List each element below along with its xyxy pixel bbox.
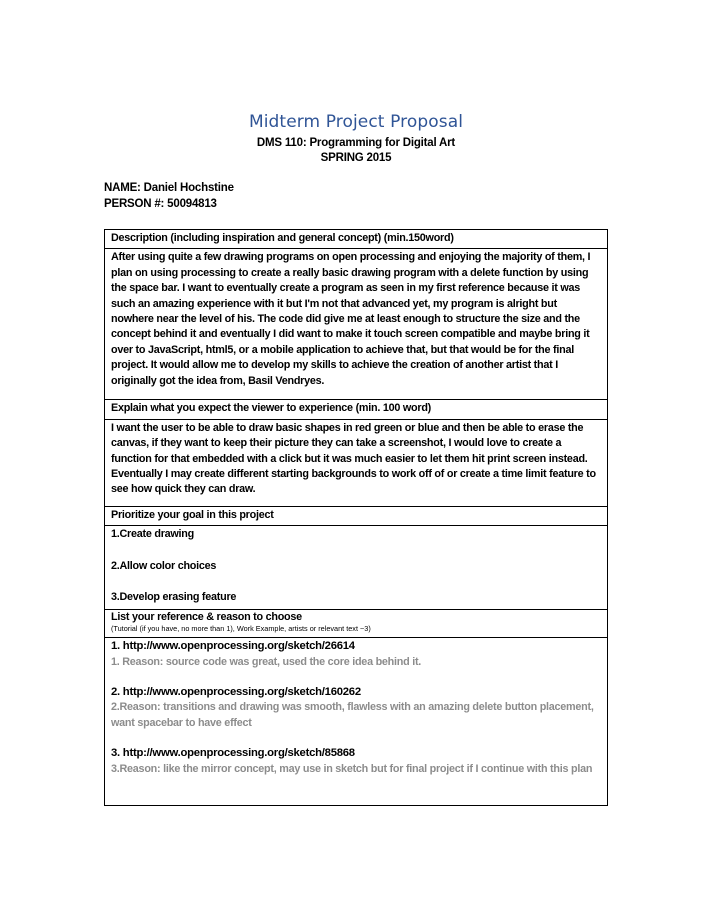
reference-link: 2. http://www.openprocessing.org/sketch/160262 [111, 686, 361, 699]
reference-reason: 1. Reason: source code was great, used the core idea behind it. [111, 655, 422, 668]
goal-item: 2.Allow color choices [111, 559, 217, 572]
references-note: (Tutorial (if you have, no more than 1), Work Example, artists or relevant text ~3) [111, 624, 371, 634]
goals-header: Prioritize your goal in this project [105, 506, 608, 525]
student-name: NAME: Daniel Hochstine [104, 182, 234, 194]
reference-link: 1. http://www.openprocessing.org/sketch/26614 [111, 640, 355, 653]
experience-body-row [105, 419, 608, 506]
description-header: Description (including inspiration and general concept) (min.150word) [105, 230, 608, 249]
reference-reason: 2.Reason: transitions and drawing was smooth, flawless with an amazing delete button placement, want spacebar to have effect [111, 701, 594, 729]
goal-item: 3.Develop erasing feature [111, 591, 237, 604]
course-name: DMS 110: Programming for Digital Art [256, 137, 456, 149]
person-number: PERSON #: 50094813 [104, 198, 217, 210]
goals-header-row [105, 506, 608, 525]
experience-header-row [105, 400, 608, 419]
term: SPRING 2015 [320, 152, 392, 164]
description-header-row [105, 230, 608, 249]
description-text: After using quite a few drawing programs on open processing and enjoying the majority of them, I plan on using processing to create a really basic drawing program with a delete function by using the space bar. I want to eventually create a program as seen in my first reference because it was such an amazing experience with it but I'm not that advanced yet, my program is alright but nowhere near the level of his. The code did give me at least enough to structure the size and the concept behind it and eventually I did want to make it touch screen compatible and maybe bring it over to JavaScript, html5, or a mobile application to achieve that, but that would be for the final project. It would allow me to develop my skills to achieve the creation of another artist that I originally got the idea from, Basil Vendryes. [111, 251, 591, 387]
experience-header: Explain what you expect the viewer to experience (min. 100 word) [105, 400, 608, 419]
goal-item: 1.Create drawing [111, 528, 195, 541]
reference-reason: 3.Reason: like the mirror concept, may use in sketch but for final project if I continue with this plan [111, 762, 593, 775]
goals-body-row [105, 526, 608, 610]
proposal-table [104, 229, 608, 806]
experience-text: I want the user to be able to draw basic shapes in red green or blue and then be able to erase the canvas, if they want to keep their picture they can take a screenshot, I would love to create a function for that embedded with a click but it was much easier to let them hit print screen instead. Eventually I may create different starting backgrounds to work off of or create a time limit feature to see how quick they can draw. [111, 421, 596, 496]
references-body-row [105, 638, 608, 806]
references-header-row [105, 610, 608, 638]
page-title: Midterm Project Proposal [248, 112, 464, 132]
references-header: List your reference & reason to choose [111, 611, 302, 624]
description-body-row [105, 249, 608, 400]
reference-link: 3. http://www.openprocessing.org/sketch/85868 [111, 747, 355, 760]
